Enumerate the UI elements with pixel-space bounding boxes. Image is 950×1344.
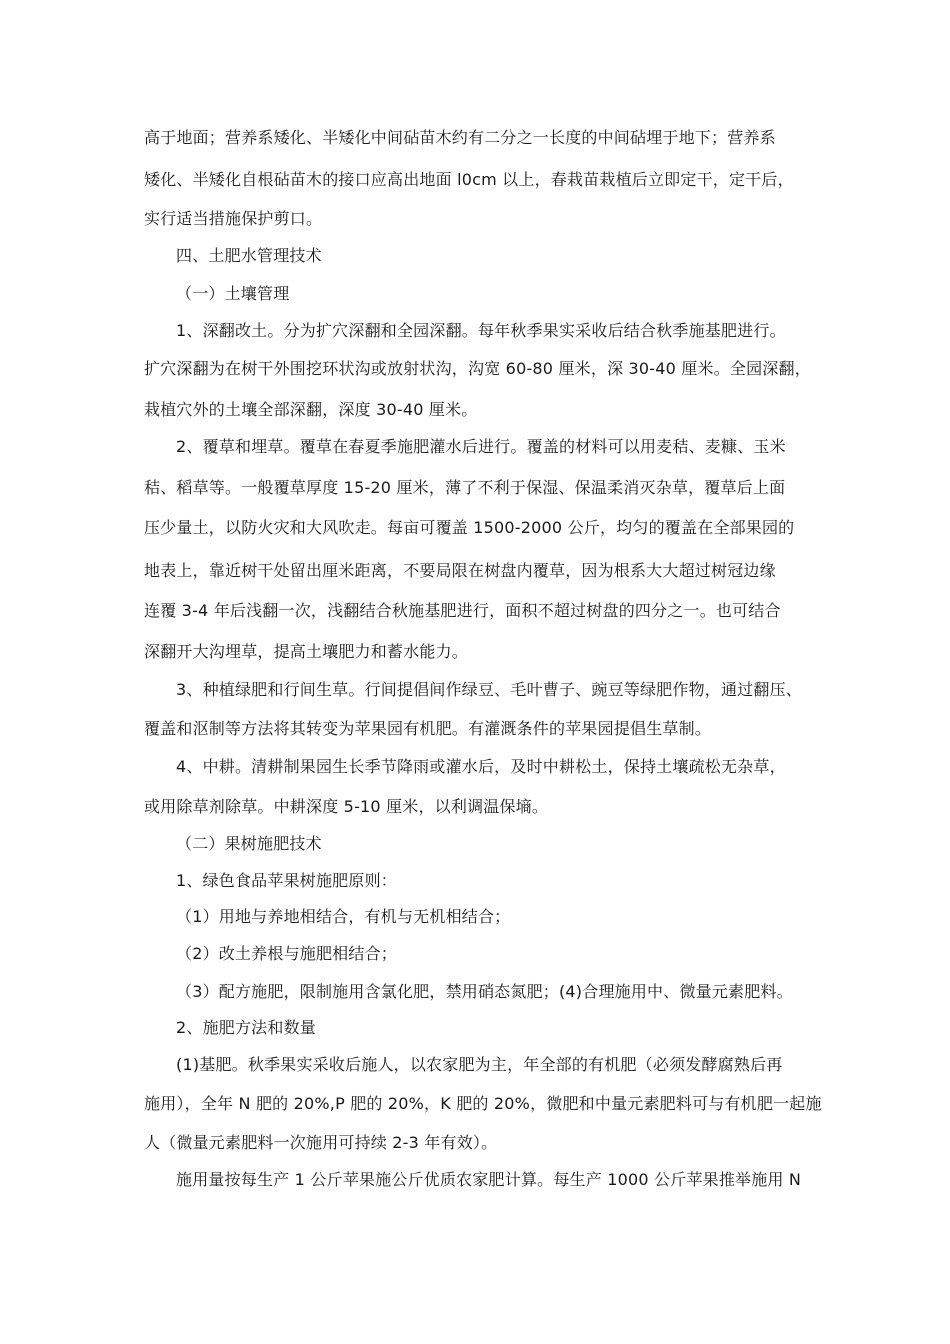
text-line: 栽植穴外的土壤全部深翻，深度 30-40 厘米。 <box>144 400 478 419</box>
text-line: 高于地面；营养系矮化、半矮化中间砧苗木约有二分之一长度的中间砧埋于地下；营养系 <box>144 128 776 147</box>
text-line: 施用量按每生产 1 公斤苹果施公斤优质农家肥计算。每生产 1000 公斤苹果推举施用 N <box>176 1170 802 1189</box>
text-line: 施用），全年 N 肥的 20%,P 肥的 20%，K 肥的 20%，微肥和中量元素肥料可与有机肥一起施 <box>144 1094 822 1113</box>
text-line: 覆盖和沤制等方法将其转变为苹果园有机肥。有灌溉条件的苹果园提倡生草制。 <box>144 719 712 738</box>
text-line: 地表上，靠近树干处留出厘米距离，不要局限在树盘内覆草，因为根系大大超过树冠边缘 <box>144 561 776 580</box>
text-line: 扩穴深翻为在树干外围挖环状沟或放射状沟，沟宽 60-80 厘米，深 30-40 厘米。全园深翻， <box>144 359 811 378</box>
text-line: 1、绿色食品苹果树施肥原则： <box>176 871 397 890</box>
subsection-heading: （二）果树施肥技术 <box>176 834 322 853</box>
subsection-heading: （一）土壤管理 <box>176 284 290 303</box>
text-line: (1)基肥。秋季果实采收后施人，以农家肥为主，年全部的有机肥（必须发酵腐熟后再 <box>176 1055 783 1074</box>
list-item: （1）用地与养地相结合，有机与无机相结合； <box>176 907 511 926</box>
text-line: 4、中耕。清耕制果园生长季节降雨或灌水后，及时中耕松土，保持土壤疏松无杂草， <box>176 757 786 776</box>
section-heading: 四、土肥水管理技术 <box>176 246 322 265</box>
text-line: 矮化、半矮化自根砧苗木的接口应高出地面 l0cm 以上，春栽苗栽植后立即定干，定干后， <box>144 170 794 189</box>
text-line: 压少量土，以防火灾和大风吹走。每亩可覆盖 1500-2000 公斤，均匀的覆盖在全部果园的 <box>144 518 795 537</box>
text-line: 连覆 3-4 年后浅翻一次，浅翻结合秋施基肥进行，面积不超过树盘的四分之一。也可结合 <box>144 601 781 620</box>
text-line: 秸、稻草等。一般覆草厚度 15-20 厘米，薄了不利于保湿、保温柔消灭杂草，覆草后上面 <box>144 478 786 497</box>
text-line: 3、种植绿肥和行间生草。行间提倡间作绿豆、毛叶曹子、豌豆等绿肥作物，通过翻压、 <box>176 680 802 699</box>
text-line: 2、覆草和埋草。覆草在春夏季施肥灌水后进行。覆盖的材料可以用麦秸、麦糠、玉米 <box>176 437 786 456</box>
list-item: （3）配方施肥，限制施用含氯化肥，禁用硝态氮肥；(4)合理施用中、微量元素肥料。 <box>176 982 793 1001</box>
text-line: 1、深翻改土。分为扩穴深翻和全园深翻。每年秋季果实采收后结合秋季施基肥进行。 <box>176 321 786 340</box>
list-item: （2）改土养根与施肥相结合； <box>176 944 397 963</box>
text-line: 2、施肥方法和数量 <box>176 1018 316 1037</box>
text-line: 或用除草剂除草。中耕深度 5-10 厘米，以利调温保墒。 <box>144 797 549 816</box>
text-line: 深翻开大沟埋草，提高土壤肥力和蓄水能力。 <box>144 642 469 661</box>
text-line: 实行适当措施保护剪口。 <box>144 209 323 228</box>
text-line: 人（微量元素肥料一次施用可持续 2-3 年有效）。 <box>144 1133 498 1152</box>
